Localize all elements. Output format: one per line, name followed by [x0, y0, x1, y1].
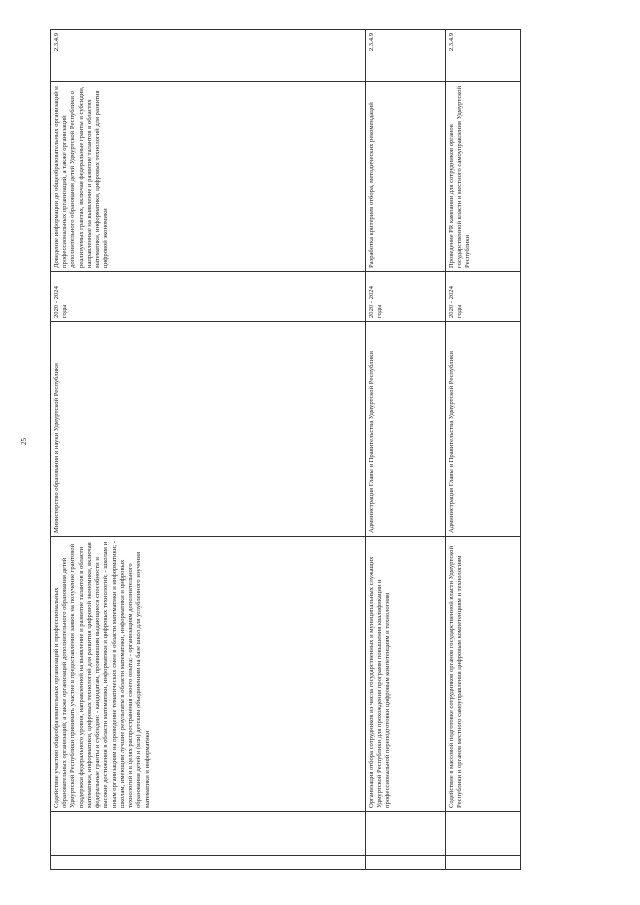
result-cell: Доведение информации до общеобразовательных организаций и профессиональных организаций, а также организаций дополнительного образования детей Удмуртской Республики о реализуемых грантах, включая федеральные гранты и субсидии, направленные на выявление и развитие талантов в областях математики, информатики, цифровых технологий для развития цифровой экономики [51, 82, 366, 272]
executor-cell: Администрация Главы и Правительства Удмуртской Республики [446, 322, 521, 537]
period-cell: 2020 - 2024 годы [51, 272, 366, 322]
plan-table [50, 29, 521, 870]
empty-cell [51, 812, 366, 856]
page-number: 25 [20, 438, 28, 445]
period-cell: 2020 - 2024 годы [446, 272, 521, 322]
empty-cell [51, 856, 366, 870]
action-cell: Организация отбора сотрудников из числа государственных и муниципальных служащих Удмуртской Республики для прохождения программ повышения квалификации и профессиональной переподготовки цифровым компетенциям и технологиям [366, 537, 446, 812]
table-row [446, 30, 521, 870]
result-cell: Разработка критериев отбора, методических рекомендаций [366, 82, 446, 272]
reference-cell: 2.3.4.9 [366, 30, 446, 82]
empty-cell [446, 812, 521, 856]
action-cell: Содействие в массовой подготовке сотрудников органов государственной власти Удмуртской Республики и органов местного самоуправления цифровым компетенциям и технологиям [446, 537, 521, 812]
action-cell: Содействие участию общеобразовательных организаций и профессиональных образовательных организаций, а также организаций дополнительного образования детей Удмуртской Республики принимать участие в предоставлении заявок на получение грантовой поддержки федерального уровня, направленной на выявление и развитие талантов в области математики, информатики, цифровых технологий для развития цифровой экономики, включая федеральные гранты и субсидии: - кандидатам, проявившим выдающиеся способности и высокие достижения в области математики, информатики и цифровых технологий; - школам и иным организациям на проведение тематических смен в области математики и информатики; - школам, имеющим лучшие результаты в области математики, информатики и цифровых технологий и в целях распространения своего опыта; - организациям дополнительного образования детей и (или) детским объединениям на базе школ для углубленного изучения математики и информатики [51, 537, 366, 812]
executor-cell: Министерство образования и науки Удмуртской Республики [51, 322, 366, 537]
table-row [51, 30, 366, 870]
rotated-page [50, 30, 520, 870]
result-cell: Проведение PR кампании для сотрудников органов государственной власти и местного самоуправления Удмуртской Республики [446, 82, 521, 272]
reference-cell: 2.3.4.9 [446, 30, 521, 82]
table-row [366, 30, 446, 870]
empty-cell [446, 856, 521, 870]
period-cell: 2020 - 2024 годы [366, 272, 446, 322]
empty-cell [366, 856, 446, 870]
reference-cell: 2.3.4.9 [51, 30, 366, 82]
executor-cell: Администрация Главы и Правительства Удмуртской Республики [366, 322, 446, 537]
empty-cell [366, 812, 446, 856]
